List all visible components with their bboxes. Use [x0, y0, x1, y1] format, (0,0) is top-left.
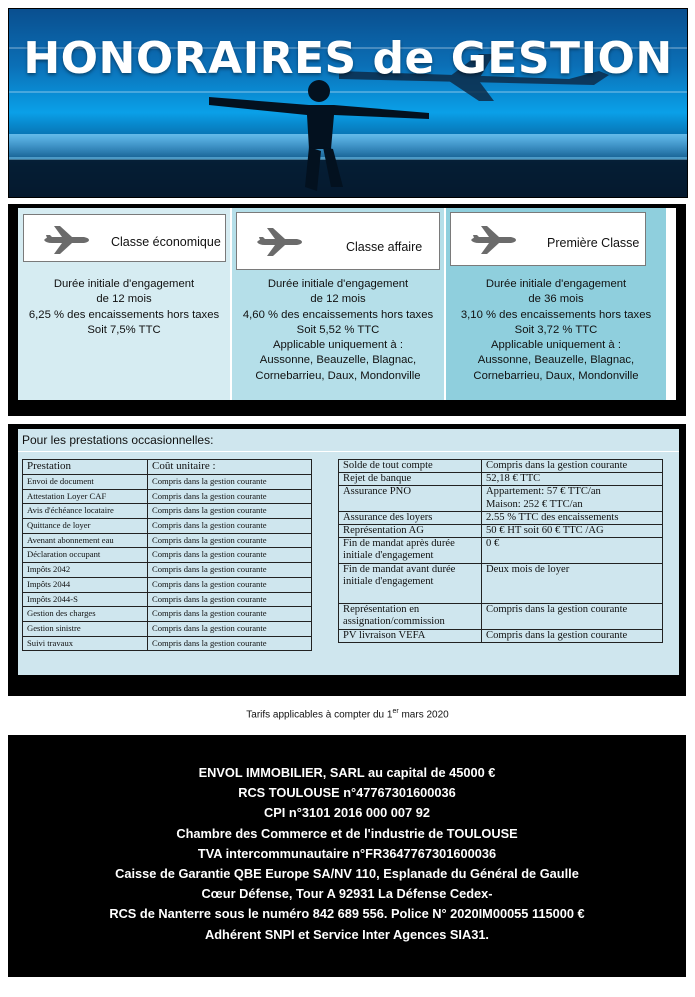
table-row: Quittance de loyer Compris dans la gestion courante	[23, 519, 312, 534]
footer-line: Chambre des Commerce et de l'industrie de TOULOUSE	[176, 825, 518, 841]
services-panel	[8, 424, 686, 696]
class-header	[232, 208, 444, 274]
class-card	[23, 214, 226, 262]
table-row: Solde de tout compte Compris dans la gestion courante	[339, 460, 663, 473]
header-banner	[8, 8, 688, 198]
footer-line: TVA intercommunautaire n°FR3647767301600036	[197, 845, 497, 861]
table-row: Fin de mandat après durée initiale d'engagement 0 €	[339, 538, 663, 564]
table-row: Suivi travaux Compris dans la gestion courante	[23, 636, 312, 651]
class-details: Durée initiale d'engagement de 36 mois 3,10 % des encaissements hors taxes Soit 3,72 % TTC Applicable uniquement à : Aussonne, Beauzelle, Blagnac, Cornebarrieu, Daux, Mondonville	[446, 274, 666, 400]
services-title: Pour les prestations occasionnelles:	[22, 433, 214, 447]
services-left-table	[22, 459, 312, 651]
class-details: Durée initiale d'engagement de 12 mois 4,60 % des encaissements hors taxes Soit 5,52 % TTC Applicable uniquement à : Aussonne, Beauzelle, Blagnac, Cornebarrieu, Daux, Mondonville	[232, 274, 444, 400]
table-row: Attestation Loyer CAF Compris dans la gestion courante	[23, 489, 312, 504]
services-right-table	[338, 459, 663, 643]
class-header	[446, 208, 666, 274]
class-name: Classe affaire	[346, 240, 423, 254]
table-row: Représentation en assignation/commission Compris dans la gestion courante	[339, 604, 663, 630]
class-card	[450, 212, 646, 266]
footer-line: CPI n°3101 2016 000 007 92	[264, 805, 430, 821]
airplane-icon	[255, 227, 303, 257]
table-row: Déclaration occupant Compris dans la gestion courante	[23, 548, 312, 563]
footer-line: ENVOL IMMOBILIER, SARL au capital de 45000 €	[198, 765, 496, 780]
company-info	[8, 763, 686, 945]
classes-panel	[8, 204, 686, 416]
table-row: PV livraison VEFA Compris dans la gestion courante	[339, 630, 663, 643]
table-row: Fin de mandat avant durée initiale d'engagement Deux mois de loyer	[339, 564, 663, 604]
premiere-classe	[446, 208, 666, 400]
table-row: Avis d'échéance locataire Compris dans la gestion courante	[23, 504, 312, 519]
banner-title: HONORAIRES de GESTION	[23, 33, 673, 84]
table-row: Assurance PNO Appartement: 57 € TTC/an Maison: 252 € TTC/an	[339, 486, 663, 511]
table-row: Envoi de document Compris dans la gestion courante	[23, 475, 312, 490]
class-name: Classe économique	[111, 235, 221, 249]
footer-line: Caisse de Garantie QBE Europe SA/NV 110, Esplanade du Général de Gaulle	[115, 866, 579, 882]
class-economique	[18, 208, 230, 400]
footer-line: Adhérent SNPI et Service Inter Agences SIA31.	[204, 926, 489, 942]
table-row: Impôts 2042 Compris dans la gestion courante	[23, 563, 312, 578]
class-affaire	[232, 208, 444, 400]
airplane-icon	[469, 225, 517, 255]
table-row: Impôts 2044-S Compris dans la gestion courante	[23, 592, 312, 607]
footer-line: RCS de Nanterre sous le numéro 842 689 556. Police N° 2020IM00055 115000 €	[109, 906, 585, 922]
footer-line: Cœur Défense, Tour A 92931 La Défense Cedex-	[201, 886, 493, 902]
tariff-footnote: Tarifs applicables à compter du 1er mars 2020	[246, 708, 449, 721]
airplane-icon	[42, 225, 90, 255]
table-row: Avenant abonnement eau Compris dans la gestion courante	[23, 533, 312, 548]
table-row: Gestion des charges Compris dans la gestion courante	[23, 607, 312, 622]
table-row: Gestion sinistre Compris dans la gestion courante	[23, 621, 312, 636]
class-card	[236, 212, 440, 270]
table-row: Représentation AG 50 € HT soit 60 € TTC /AG	[339, 525, 663, 538]
class-header	[18, 208, 230, 274]
table-header-row: Prestation Coût unitaire :	[23, 460, 312, 475]
table-row: Impôts 2044 Compris dans la gestion courante	[23, 577, 312, 592]
class-details: Durée initiale d'engagement de 12 mois 6,25 % des encaissements hors taxes Soit 7,5% TTC	[18, 274, 230, 400]
company-footer	[8, 735, 686, 977]
table-row: Assurance des loyers 2.55 % TTC des encaissements	[339, 511, 663, 524]
footer-line: RCS TOULOUSE n°47767301600036	[238, 785, 456, 801]
table-row: Rejet de banque 52,18 € TTC	[339, 473, 663, 486]
class-name: Première Classe	[547, 236, 640, 250]
